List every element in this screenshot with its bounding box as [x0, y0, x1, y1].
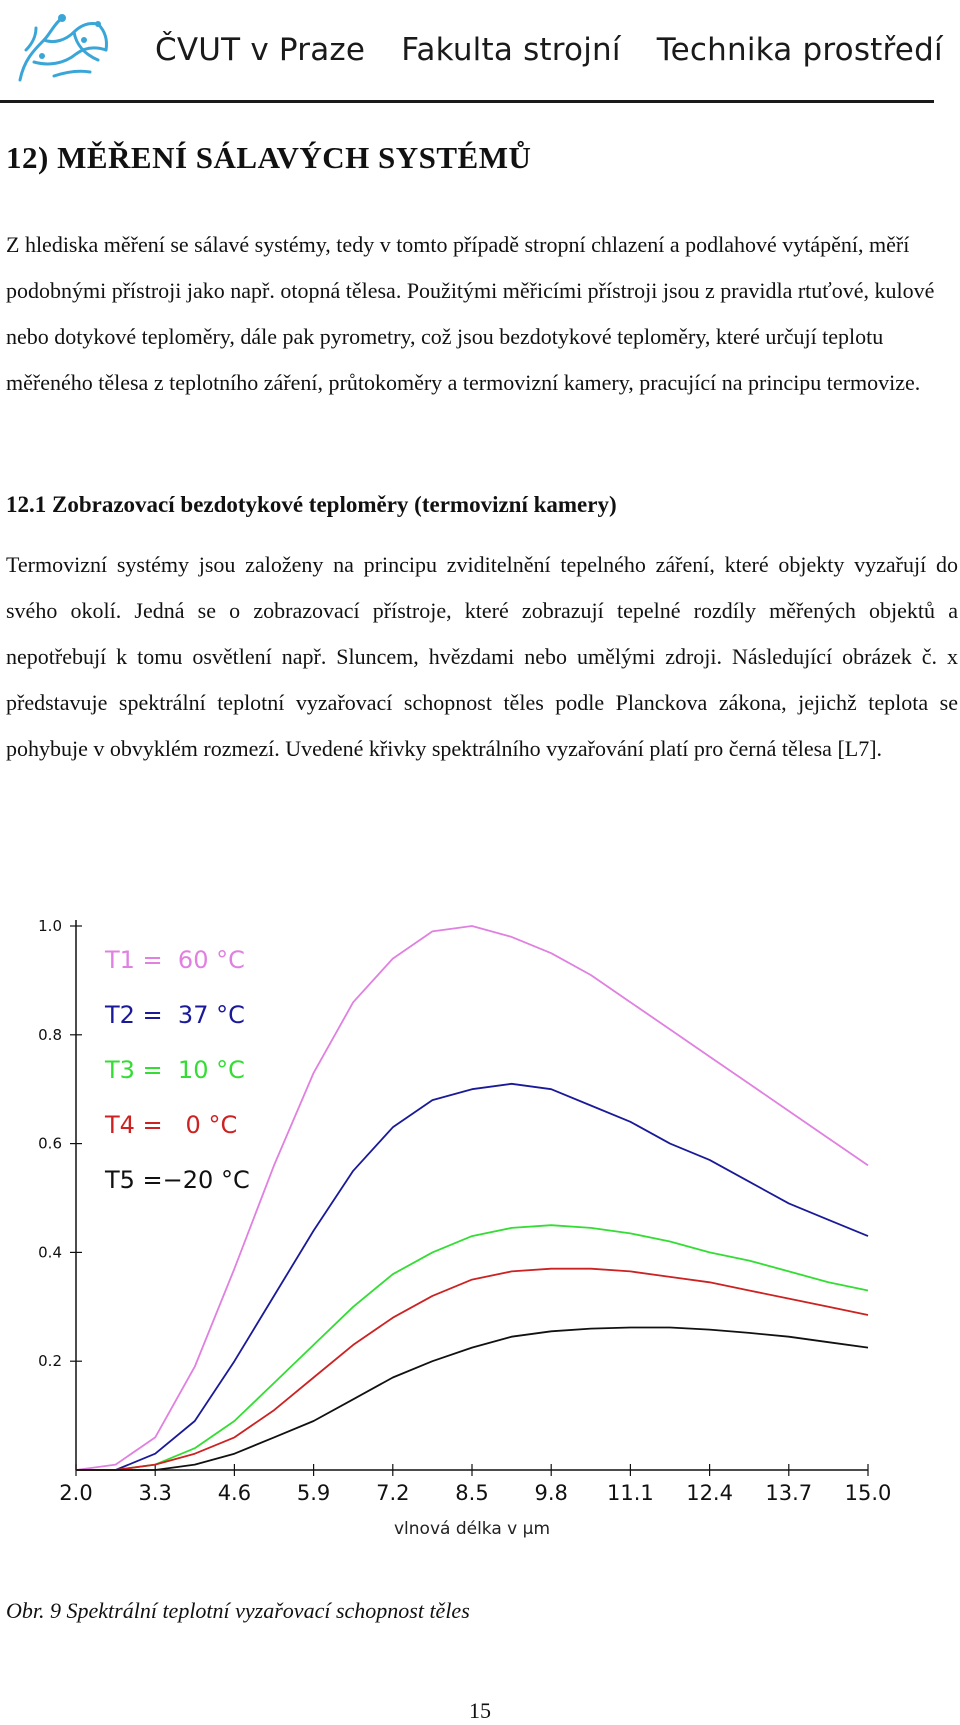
- x-tick-label: 15.0: [844, 1481, 892, 1505]
- header-divider: [0, 100, 934, 103]
- section-title: 12) MĚŘENÍ SÁLAVÝCH SYSTÉMŮ: [6, 140, 532, 175]
- x-tick-label: 12.4: [686, 1481, 733, 1505]
- header-department: Technika prostředí: [656, 32, 943, 68]
- header-faculty: Fakulta strojní: [401, 32, 621, 68]
- university-logo-icon: [14, 10, 114, 86]
- x-tick-label: 2.0: [59, 1481, 93, 1505]
- x-tick-label: 4.6: [217, 1481, 252, 1505]
- series-line: [76, 1269, 868, 1470]
- x-tick-label: 7.2: [376, 1481, 410, 1505]
- header-university: ČVUT v Praze: [155, 32, 366, 68]
- y-tick-label: 0.8: [38, 1025, 62, 1044]
- section-paragraph: Z hlediska měření se sálavé systémy, tedy v tomto případě stropní chlazení a podlahové vytápění, měří podobnými přístroji jako např. otopná tělesa. Použitými měřicími přístroji jsou z pravidla rtuťové, kulové nebo dotykové teploměry, dále pak pyrometry, což jsou bezdotykové teploměry, které určují teplotu měřeného tělesa z teplotního záření, průtokoměry a termovizní kamery, pracující na principu termovize.: [6, 232, 935, 395]
- legend-entry: T1 = 60 °C: [105, 946, 245, 974]
- y-tick-label: 0.6: [38, 1134, 62, 1153]
- page-header: [0, 0, 960, 106]
- subsection-paragraph: Termovizní systémy jsou založeny na principu zviditelnění tepelného záření, které objekty vyzařují do svého okolí. Jedná se o zobrazovací přístroje, které zobrazují tepelné rozdíly měřených objektů a nepotřebují k tomu osvětlení např. Sluncem, hvězdami nebo umělými zdroji. Následující obrázek č. x představuje spektrální teplotní vyzařovací schopnost těles podle Planckova zákona, jejichž teplota se pohybuje v obvyklém rozmezí. Uvedené křivky spektrálního vyzařování platí pro černá tělesa [L7].: [6, 552, 958, 761]
- x-axis-label: vlnová délka v µm: [393, 1519, 551, 1539]
- x-tick-label: 3.3: [138, 1481, 172, 1505]
- x-tick-label: 8.5: [455, 1481, 489, 1505]
- x-tick-label: 13.7: [765, 1481, 813, 1505]
- x-tick-label: 11.1: [607, 1481, 654, 1505]
- legend-entry: T5 =−20 °C: [105, 1166, 250, 1194]
- y-tick-label: 0.2: [38, 1352, 62, 1371]
- page-number: 15: [469, 1698, 491, 1723]
- spectral-emission-chart: [0, 900, 960, 1560]
- legend-entry: T2 = 37 °C: [105, 1001, 245, 1029]
- y-tick-label: 1.0: [38, 917, 62, 935]
- series-line: [76, 1084, 868, 1470]
- header-title: [155, 32, 960, 68]
- figure-caption: Obr. 9 Spektrální teplotní vyzařovací schopnost těles: [6, 1598, 470, 1623]
- y-tick-label: 0.4: [38, 1243, 62, 1262]
- x-tick-label: 5.9: [296, 1481, 331, 1505]
- legend-entry: T4 = 0 °C: [105, 1111, 238, 1139]
- subsection-title: 12.1 Zobrazovací bezdotykové teploměry (termovizní kamery): [6, 492, 617, 517]
- legend-entry: T3 = 10 °C: [105, 1056, 245, 1084]
- x-tick-label: 9.8: [534, 1481, 568, 1505]
